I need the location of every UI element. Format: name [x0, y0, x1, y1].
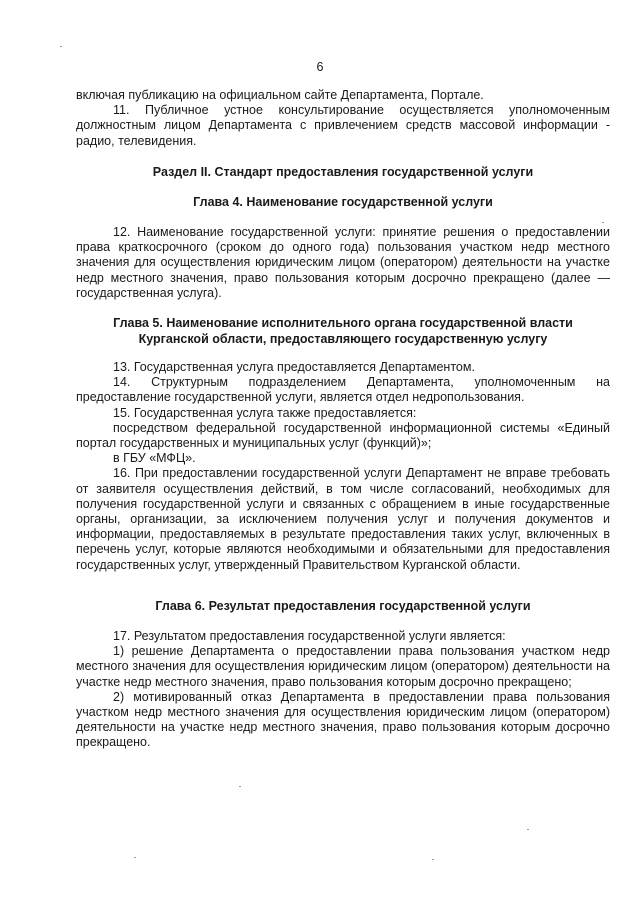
chapter-5-heading [76, 316, 610, 347]
paragraph-15-item-epgu: посредством федеральной государственной информационной системы «Единый портал государственных и муниципальных услуг (функций)»; [76, 420, 610, 451]
scan-speck [60, 46, 62, 47]
paragraph-17: 17. Результатом предоставления государственной услуги является: [113, 629, 506, 643]
page-number: 6 [316, 60, 324, 74]
scan-speck [527, 829, 529, 830]
scan-speck [134, 857, 136, 858]
chapter-4-heading: Глава 4. Наименование государственной услуги [193, 195, 493, 209]
scan-speck [432, 859, 434, 860]
section-2-heading: Раздел II. Стандарт предоставления государственной услуги [152, 165, 534, 179]
paragraph-12: 12. Наименование государственной услуги: принятие решения о предоставлении права краткосрочного (сроком до одного года) пользования участком недр местного значения для осуществления юридическим лицом (оператором) деятельности на участке недр местного значения, право пользования которым досрочно прекращено (далее — государственная услуга). [76, 225, 610, 300]
chapter-6-heading: Глава 6. Результат предоставления государственной услуги [155, 599, 531, 613]
scan-speck [602, 222, 604, 223]
scan-speck [239, 786, 241, 787]
paragraph-15: 15. Государственная услуга также предоставляется: [113, 405, 417, 420]
paragraph-16: 16. При предоставлении государственной услуги Департамент не вправе требовать от заявителя осуществления действий, в том числе согласований, необходимых для получения государственной услуги и связанных с обращением в иные государственные органы, организации, за исключением получения услуг и получения документов и информации, предоставляемых в результате предоставления таких услуг, включенных в перечень услуг, которые являются необходимыми и обязательными для предоставления государственных услуг, утвержденный Правительством Курганской области. [76, 466, 610, 572]
chapter-6-body [76, 629, 610, 751]
paragraph-13: 13. Государственная услуга предоставляется Департаментом. [113, 360, 475, 374]
chapter-5-heading-line-1: Глава 5. Наименование исполнительного органа государственной власти [113, 316, 573, 330]
intro-block [76, 88, 610, 149]
chapter-4-body [76, 225, 610, 301]
paragraph-continuation: включая публикацию на официальном сайте Департамента, Портале. [76, 88, 484, 102]
paragraph-17-item-1: 1) решение Департамента о предоставлении права пользования участком недр местного значения для осуществления юридическим лицом (оператором) деятельности на участке недр местного значения, право пользования которым досрочно прекращено; [76, 644, 610, 689]
paragraph-15-item-mfc: в ГБУ «МФЦ». [113, 451, 196, 466]
paragraph-17-item-2: 2) мотивированный отказ Департамента в предоставлении права пользования участком недр местного значения для осуществления юридическим лицом (оператором) деятельности на участке недр местного значения, право пользования которым досрочно прекращено. [76, 689, 610, 750]
paragraph-14: 14. Структурным подразделением Департамента, уполномоченным на предоставление государственной услуги, является отдел недропользования. [76, 375, 610, 405]
chapter-5-body [76, 360, 610, 573]
paragraph-11: 11. Публичное устное консультирование осуществляется уполномоченным должностным лицом Департамента с привлечением средств массовой информации - радио, телевидения. [76, 103, 610, 148]
chapter-5-heading-line-2: Курганской области, предоставляющего государственную услугу [138, 331, 548, 346]
